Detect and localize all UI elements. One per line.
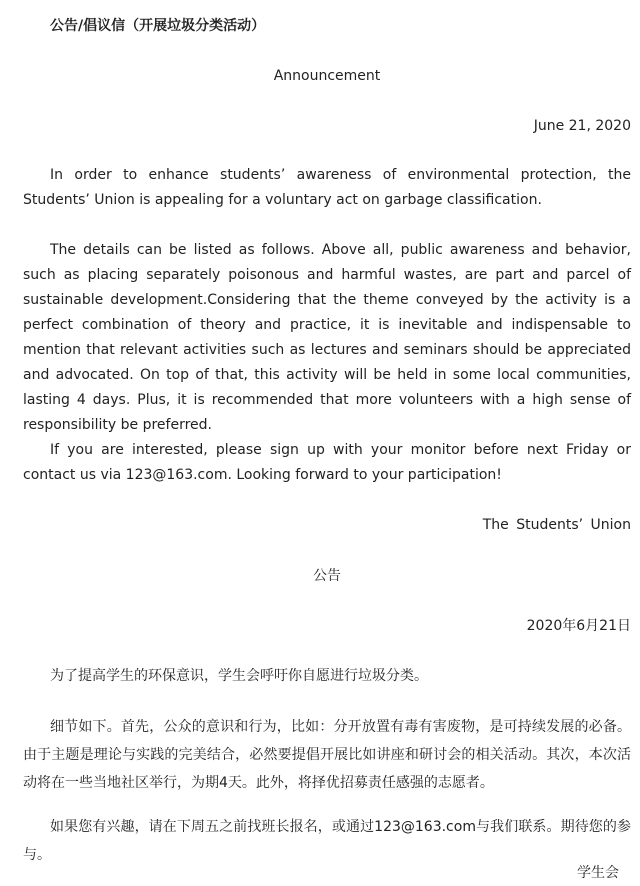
chinese-paragraph-1: 为了提高学生的环保意识，学生会呼吁你自愿进行垃圾分类。 — [50, 668, 428, 684]
chinese-paragraph-2: 细节如下。首先，公众的意识和行为，比如：分开放置有毒有害废物，是可持续发展的必备。由于主题是理论与实践的完美结合，必然要提倡开展比如讲座和研讨会的相关活动。其次，本次活动将在一些当地社区举行，为期4天。此外，将择优招募责任感强的志愿者。 — [23, 719, 631, 791]
english-title: Announcement — [273, 68, 381, 84]
english-signature: The Students’ Union — [482, 517, 631, 533]
chinese-signature: 学生会 — [577, 865, 619, 881]
english-paragraph-1: In order to enhance students’ awareness of environmental protection, the Students’ Union is appealing for a voluntary act on garbage classification. — [23, 167, 631, 208]
document-heading: 公告/倡议信（开展垃圾分类活动） — [50, 18, 266, 34]
english-date: June 21, 2020 — [533, 118, 631, 134]
chinese-paragraph-3: 如果您有兴趣，请在下周五之前找班长报名，或通过123@163.com与我们联系。期待您的参与。 — [23, 819, 631, 863]
english-paragraph-2: The details can be listed as follows. Above all, public awareness and behavior, such as placing separately poisonous and harmful wastes, are part and parcel of sustainable development.Considering that the theme conveyed by the activity is a perfect combination of theory and practice, it is inevitable and indispensable to mention that relevant activities such as lectures and seminars should be appreciated and advocated. On top of that, this activity will be held in some local communities, lasting 4 days. Plus, it is recommended that more volunteers with a high sense of responsibility be preferred. — [23, 242, 631, 433]
english-paragraph-3: If you are interested, please sign up with your monitor before next Friday or contact us via 123@163.com. Looking forward to your participation! — [23, 442, 631, 483]
chinese-date: 2020年6月21日 — [526, 618, 631, 634]
chinese-title: 公告 — [313, 568, 341, 584]
